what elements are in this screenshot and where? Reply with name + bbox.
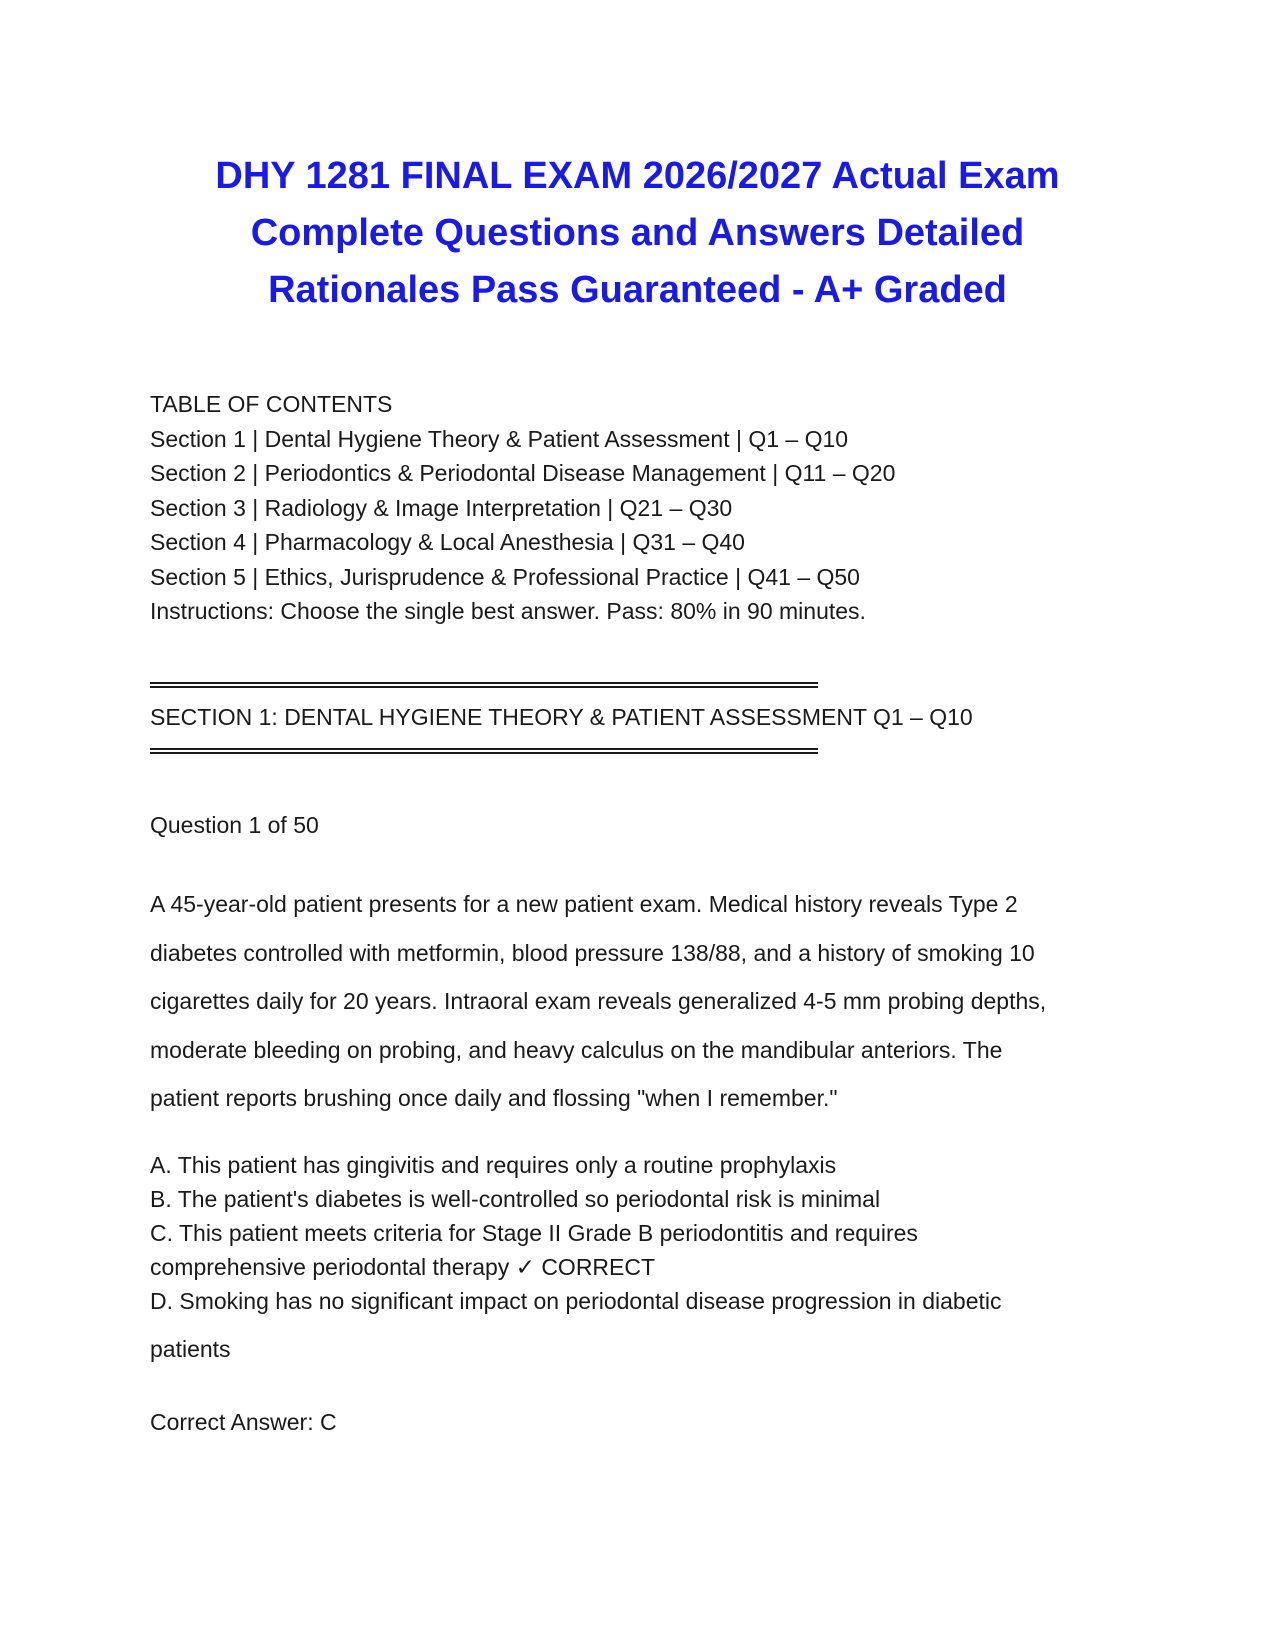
option-c: C. This patient meets criteria for Stage II Grade B periodontitis and requires bbox=[150, 1220, 918, 1246]
correct-answer: Correct Answer: C bbox=[150, 1409, 337, 1435]
document-title bbox=[150, 148, 1125, 319]
option-b: B. The patient's diabetes is well-controlled so periodontal risk is minimal bbox=[150, 1186, 881, 1212]
question-number: Question 1 of 50 bbox=[150, 812, 319, 838]
title-line-1: DHY 1281 FINAL EXAM 2026/2027 Actual Exam bbox=[215, 155, 1060, 197]
double-rule-bottom bbox=[150, 748, 818, 754]
stem-line: diabetes controlled with metformin, blood pressure 138/88, and a history of smoking 10 bbox=[150, 939, 1035, 966]
title-line-3: Rationales Pass Guaranteed - A+ Graded bbox=[268, 269, 1007, 311]
question-stem bbox=[150, 880, 1046, 1123]
toc-heading: TABLE OF CONTENTS bbox=[150, 391, 393, 417]
double-rule-top bbox=[150, 682, 818, 688]
stem-line: moderate bleeding on probing, and heavy calculus on the mandibular anteriors. The bbox=[150, 1036, 1003, 1063]
stem-line: cigarettes daily for 20 years. Intraoral exam reveals generalized 4-5 mm probing depths, bbox=[150, 988, 1047, 1014]
table-of-contents bbox=[150, 387, 895, 629]
toc-item-section-2: Section 2 | Periodontics & Periodontal Disease Management | Q11 – Q20 bbox=[150, 460, 896, 486]
option-d-continued: patients bbox=[150, 1336, 231, 1362]
option-a: A. This patient has gingivitis and requires only a routine prophylaxis bbox=[150, 1152, 837, 1178]
option-d: D. Smoking has no significant impact on periodontal disease progression in diabetic bbox=[150, 1288, 1002, 1314]
stem-line: A 45-year-old patient presents for a new patient exam. Medical history reveals Type 2 bbox=[150, 891, 1018, 917]
toc-item-section-4: Section 4 | Pharmacology & Local Anesthesia | Q31 – Q40 bbox=[150, 529, 745, 555]
option-c-continued: comprehensive periodontal therapy ✓ CORRECT bbox=[150, 1254, 656, 1280]
toc-item-section-5: Section 5 | Ethics, Jurisprudence & Professional Practice | Q41 – Q50 bbox=[150, 563, 860, 590]
section-heading: SECTION 1: DENTAL HYGIENE THEORY & PATIENT ASSESSMENT Q1 – Q10 bbox=[150, 704, 973, 730]
toc-instructions: Instructions: Choose the single best answer. Pass: 80% in 90 minutes. bbox=[150, 598, 866, 624]
title-line-2: Complete Questions and Answers Detailed bbox=[250, 212, 1025, 254]
answer-options bbox=[150, 1148, 1001, 1366]
toc-item-section-3: Section 3 | Radiology & Image Interpretation | Q21 – Q30 bbox=[150, 494, 733, 521]
toc-item-section-1: Section 1 | Dental Hygiene Theory & Patient Assessment | Q1 – Q10 bbox=[150, 425, 849, 452]
stem-line: patient reports brushing once daily and flossing "when I remember." bbox=[150, 1085, 838, 1111]
